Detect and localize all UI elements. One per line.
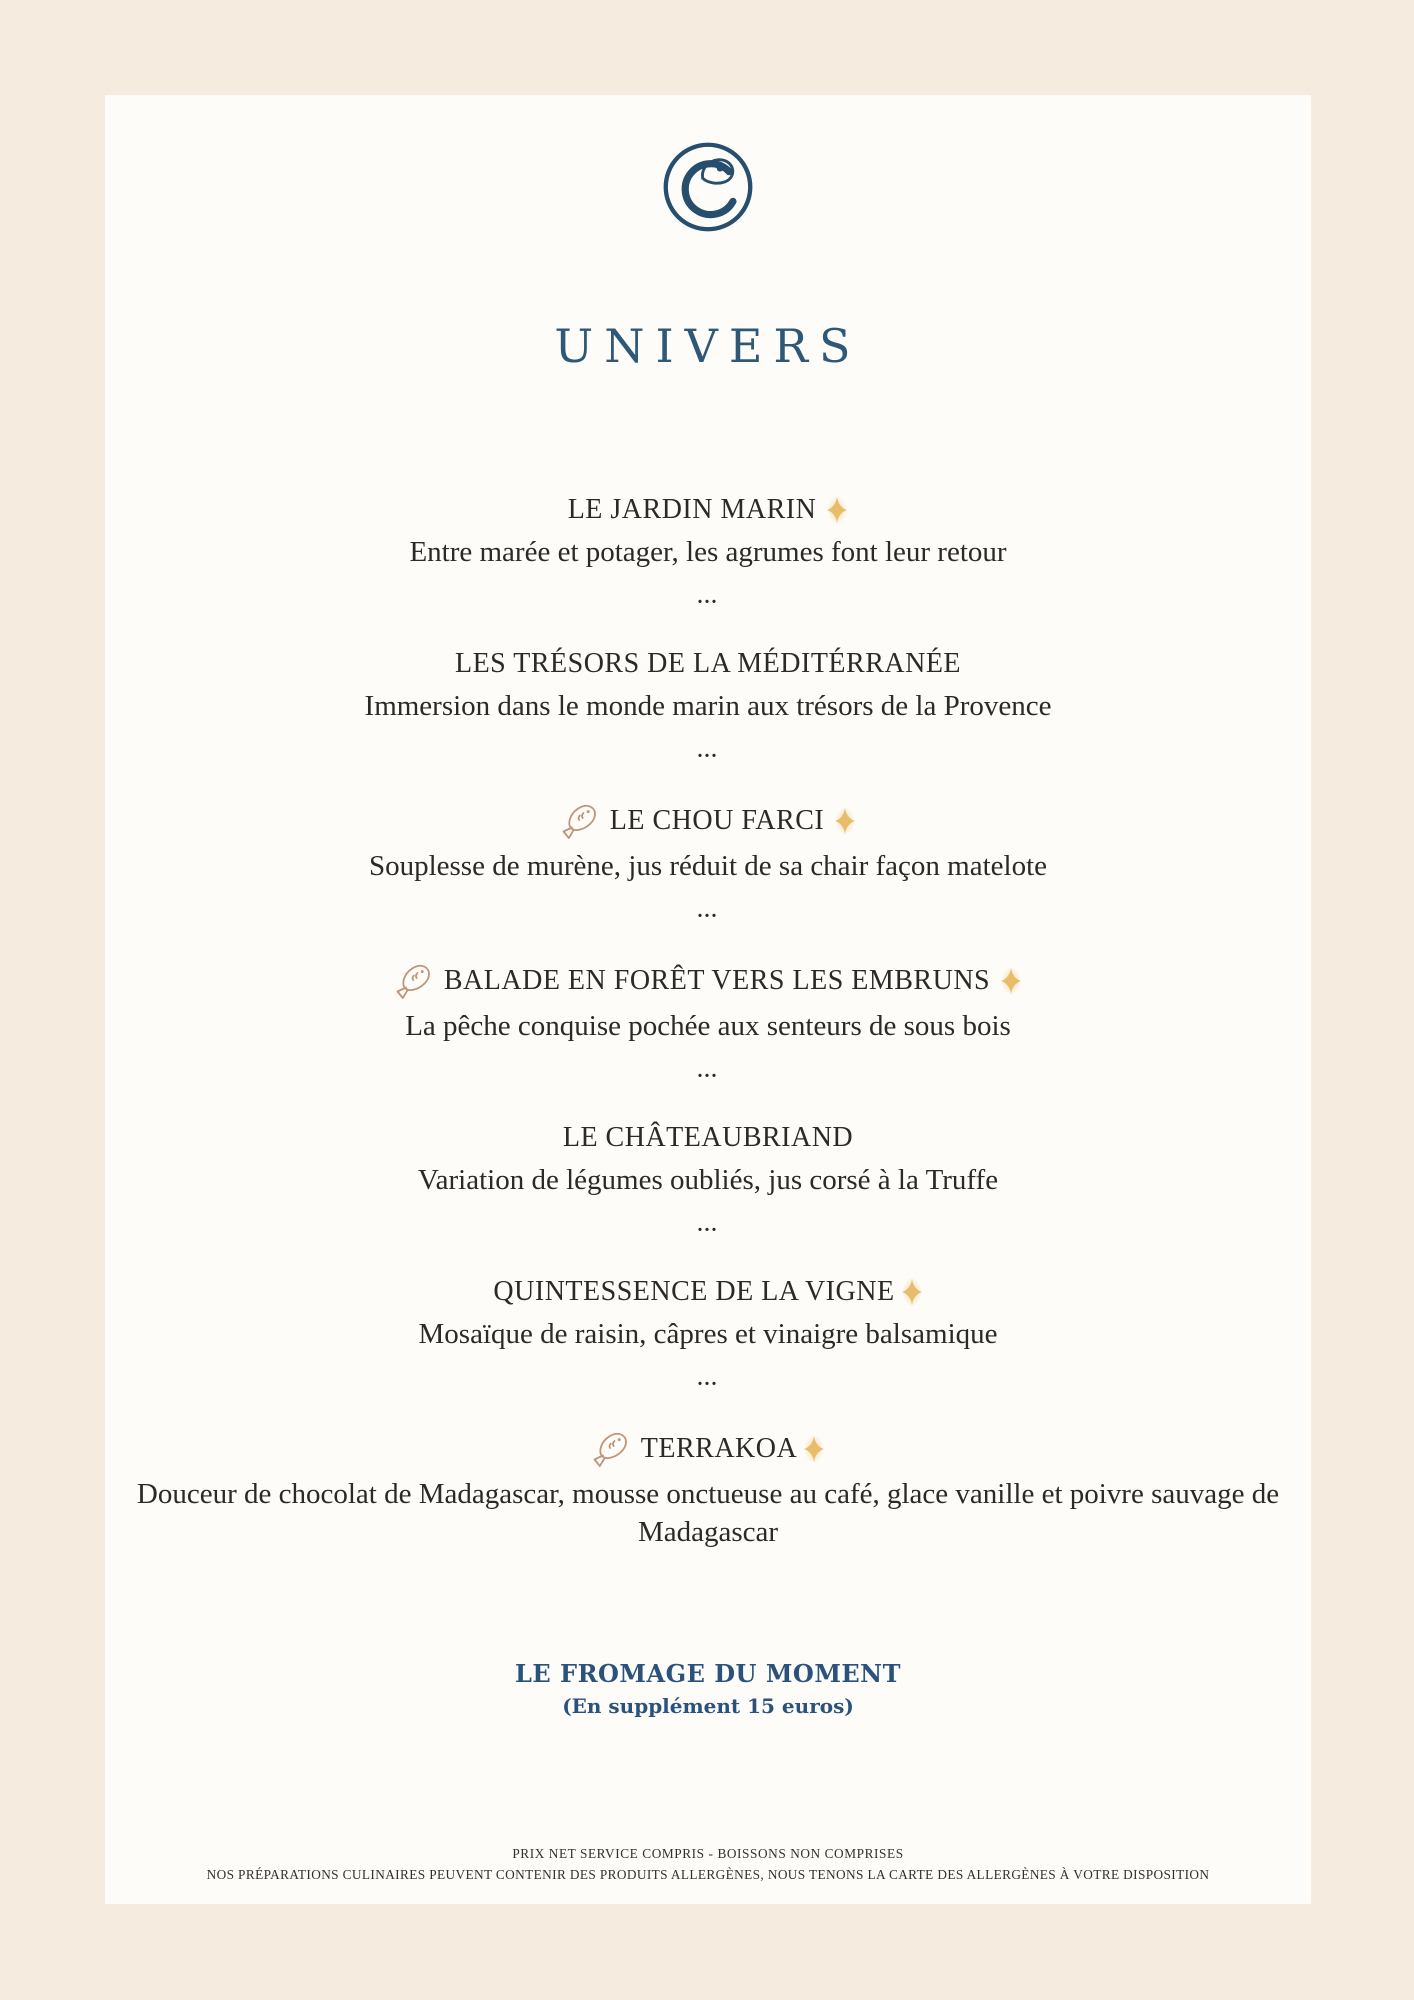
cheese-supplement-note: (En supplément 15 euros) bbox=[562, 1694, 854, 1718]
item-title: LE CHÂTEAUBRIAND bbox=[562, 1122, 854, 1153]
item-description: Entre marée et potager, les agrumes font leur retour bbox=[409, 536, 1007, 568]
cheese-title: LE FROMAGE DU MOMENT bbox=[515, 1659, 901, 1688]
restaurant-logo bbox=[105, 139, 1311, 235]
menu-item-chateaubriand bbox=[105, 1121, 1311, 1235]
item-separator: ... bbox=[697, 900, 719, 922]
footer-allergens-note: NOS PRÉPARATIONS CULINAIRES PEUVENT CONTENIR DES PRODUITS ALLERGÈNES, NOUS TENONS LA CARTE DES ALLERGÈNES À VOTRE DISPOSITION bbox=[206, 1868, 1210, 1883]
item-separator: ... bbox=[697, 1368, 719, 1390]
item-separator: ... bbox=[697, 1214, 719, 1236]
item-title: LE CHOU FARCI bbox=[609, 805, 825, 836]
sparkle-icon bbox=[803, 1434, 825, 1464]
fish-icon bbox=[560, 801, 600, 841]
item-separator: ... bbox=[697, 740, 719, 762]
item-title-row bbox=[105, 493, 1311, 527]
legal-footer bbox=[105, 1847, 1311, 1884]
cheese-of-the-moment bbox=[105, 1659, 1311, 1718]
menu-item-balade-en-foret bbox=[105, 961, 1311, 1081]
logo-monogram-icon bbox=[660, 139, 756, 235]
item-description: Variation de légumes oubliés, jus corsé à la Truffe bbox=[417, 1164, 999, 1196]
item-title: QUINTESSENCE DE LA VIGNE bbox=[493, 1276, 895, 1307]
item-separator: ... bbox=[697, 1060, 719, 1082]
sparkle-icon bbox=[901, 1277, 923, 1307]
item-title-row bbox=[105, 801, 1311, 841]
fish-icon bbox=[591, 1429, 631, 1469]
item-title: BALADE EN FORÊT VERS LES EMBRUNS bbox=[443, 965, 991, 996]
sparkle-icon bbox=[834, 806, 856, 836]
item-title-row bbox=[105, 1429, 1311, 1469]
menu-item-chou-farci bbox=[105, 801, 1311, 921]
menu-item-jardin-marin bbox=[105, 493, 1311, 607]
fish-icon bbox=[394, 961, 434, 1001]
menu-item-quintessence-vigne bbox=[105, 1275, 1311, 1389]
item-title-row bbox=[105, 961, 1311, 1001]
item-description: Immersion dans le monde marin aux trésors de la Provence bbox=[364, 690, 1052, 722]
menu-item-terrakoa bbox=[105, 1429, 1311, 1551]
item-title: LES TRÉSORS DE LA MÉDITÉRRANÉE bbox=[454, 648, 962, 679]
item-title: TERRAKOA bbox=[640, 1433, 798, 1464]
sparkle-icon bbox=[1000, 966, 1022, 996]
menu-list bbox=[105, 493, 1311, 1551]
item-description: La pêche conquise pochée aux senteurs de sous bois bbox=[405, 1010, 1011, 1042]
footer-prices-note: PRIX NET SERVICE COMPRIS - BOISSONS NON COMPRISES bbox=[512, 1847, 904, 1862]
item-separator: ... bbox=[697, 586, 719, 608]
page-title: UNIVERS bbox=[554, 319, 862, 373]
item-title: LE JARDIN MARIN bbox=[567, 494, 817, 525]
item-description: Mosaïque de raisin, câpres et vinaigre balsamique bbox=[418, 1318, 998, 1350]
menu-card bbox=[105, 95, 1311, 1904]
item-description: Douceur de chocolat de Madagascar, mousse onctueuse au café, glace vanille et poivre sauvage de Madagascar bbox=[136, 1478, 1280, 1548]
menu-item-tresors-mediterranee bbox=[105, 647, 1311, 761]
item-description: Souplesse de murène, jus réduit de sa chair façon matelote bbox=[368, 850, 1048, 882]
item-title-row bbox=[105, 647, 1311, 681]
item-title-row bbox=[105, 1275, 1311, 1309]
item-title-row bbox=[105, 1121, 1311, 1155]
sparkle-icon bbox=[826, 495, 848, 525]
